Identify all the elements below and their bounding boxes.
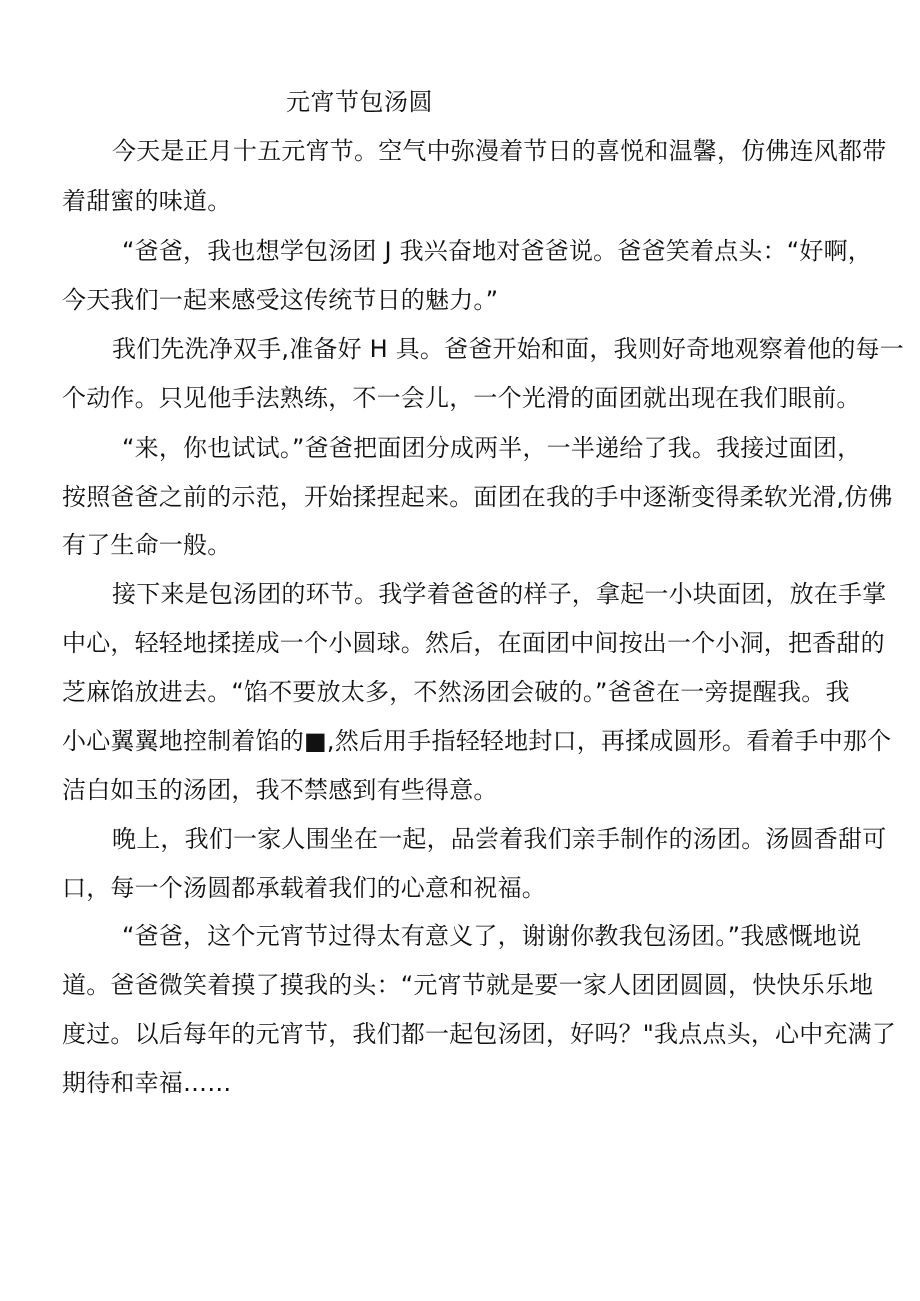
paragraph-2-line-1: “爸爸，我也想学包汤团 J 我兴奋地对爸爸说。爸爸笑着点头：“好啊， — [122, 237, 873, 265]
paragraph-5-line-1: 接下来是包汤团的环节。我学着爸爸的样子，拿起一小块面团，放在手掌 — [112, 580, 887, 608]
paragraph-4-line-3: 有了生命一般。 — [62, 531, 232, 559]
paragraph-2-line-2: 今天我们一起来感受这传统节日的魅力。” — [62, 286, 499, 314]
paragraph-6-line-1: 晚上，我们一家人围坐在一起，品尝着我们亲手制作的汤团。汤圆香甜可 — [112, 825, 887, 853]
paragraph-1-line-1: 今天是正月十五元宵节。空气中弥漫着节日的喜悦和温馨，仿佛连风都带 — [112, 137, 887, 165]
paragraph-6-line-2: 口，每一个汤圆都承载着我们的心意和祝福。 — [62, 874, 546, 902]
paragraph-5-line-3: 芝麻馅放进去。“馅不要放太多，不然汤团会破的。”爸爸在一旁提醒我。我 — [62, 678, 850, 706]
paragraph-3-line-1: 我们先洗净双手,准备好 H 具。爸爸开始和面，我则好奇地观察着他的每一 — [112, 335, 904, 363]
paragraph-5-line-4: 小心翼翼地控制着馅的■,然后用手指轻轻地封口，再揉成圆形。看着手中那个 — [62, 727, 892, 755]
paragraph-4-line-2: 按照爸爸之前的示范，开始揉捏起来。面团在我的手中逐渐变得柔软光滑,仿佛 — [62, 483, 893, 511]
paragraph-1-line-2: 着甜蜜的味道。 — [62, 187, 232, 215]
paragraph-7-line-4: 期待和幸福…… — [62, 1069, 232, 1097]
paragraph-5-line-2: 中心，轻轻地揉搓成一个小圆球。然后，在面团中间按出一个小洞，把香甜的 — [62, 629, 885, 657]
paragraph-7-line-1: “爸爸，这个元宵节过得太有意义了，谢谢你教我包汤团。”我感慨地说 — [122, 922, 862, 950]
paragraph-5-line-5: 洁白如玉的汤团，我不禁感到有些得意。 — [62, 776, 498, 804]
paragraph-7-line-3: 度过。以后每年的元宵节，我们都一起包汤团，好吗？"我点点头，心中充满了 — [62, 1020, 897, 1048]
paragraph-7-line-2: 道。爸爸微笑着摸了摸我的头：“元宵节就是要一家人团团圆圆，快快乐乐地 — [62, 971, 874, 999]
paragraph-3-line-2: 个动作。只见他手法熟练，不一会儿，一个光滑的面团就出现在我们眼前。 — [62, 384, 861, 412]
paragraph-4-line-1: “来，你也试试。”爸爸把面团分成两半，一半递给了我。我接过面团， — [122, 434, 862, 462]
document-title: 元宵节包汤圆 — [286, 88, 433, 116]
